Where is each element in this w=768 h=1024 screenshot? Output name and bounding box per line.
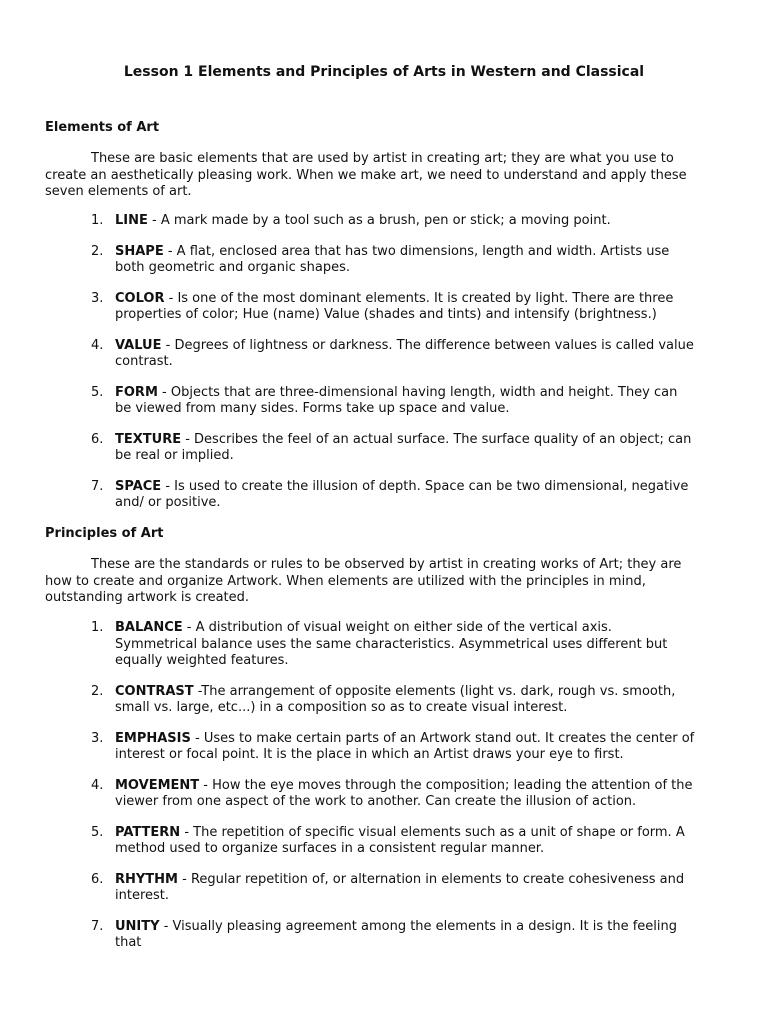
item-description: - Degrees of lightness or darkness. The difference between values is called value contrast. [115,337,694,369]
list-item [45,825,695,858]
principles-heading: Principles of Art [45,526,164,541]
item-number: 6. [91,871,104,887]
item-number: 4. [91,777,104,793]
item-term: EMPHASIS [115,730,191,746]
item-description: - Is used to create the illusion of depth. Space can be two dimensional, negative and/ or positive. [115,478,689,510]
item-term: PATTERN [115,824,181,840]
item-description: - A distribution of visual weight on either side of the vertical axis. Symmetrical balance uses the same characteristics. Asymmetrical uses different but equally weighted features. [115,620,668,668]
item-number: 3. [91,290,104,306]
item-term: SPACE [115,478,162,494]
item-description: - Describes the feel of an actual surface. The surface quality of an object; can be real or implied. [115,431,692,463]
list-item [45,919,695,952]
item-number: 2. [91,243,104,259]
principles-intro [45,557,695,607]
item-number: 6. [91,431,104,447]
list-item [45,291,695,324]
item-term: TEXTURE [115,431,182,447]
item-description: - Visually pleasing agreement among the elements in a design. It is the feeling that [115,918,677,950]
elements-list [45,213,695,526]
list-item [45,872,695,905]
item-description: - Regular repetition of, or alternation in elements to create cohesiveness and interest. [115,871,685,903]
elements-intro [45,151,695,201]
item-term: UNITY [115,918,160,934]
item-description: - A mark made by a tool such as a brush, pen or stick; a moving point. [147,213,611,228]
item-term: MOVEMENT [115,777,200,793]
item-term: RHYTHM [115,871,178,887]
item-description: - The repetition of specific visual elements such as a unit of shape or form. A method used to organize surfaces in a consistent regular manner. [115,824,685,856]
list-item [45,620,695,670]
item-term: BALANCE [115,620,183,635]
item-term: CONTRAST [115,683,194,699]
item-description: - Uses to make certain parts of an Artwork stand out. It creates the center of interest or focal point. It is the place in which an Artist draws your eye to first. [115,730,695,762]
item-term: SHAPE [115,243,164,259]
item-description: - Objects that are three-dimensional having length, width and height. They can be viewed from many sides. Forms take up space and value. [115,384,678,416]
list-item [45,432,695,465]
item-number: 3. [91,730,104,746]
list-item [45,213,695,230]
item-term: COLOR [115,290,165,306]
item-number: 1. [91,620,104,635]
list-item [45,479,695,512]
list-item [45,684,695,717]
principles-list [45,620,695,966]
item-description: - A flat, enclosed area that has two dimensions, length and width. Artists use both geometric and organic shapes. [115,243,670,275]
list-item [45,385,695,418]
principles-intro-text: These are the standards or rules to be observed by artist in creating works of Art; they are how to create and organize Artwork. When elements are utilized with the principles in mind, outstanding artwork is created. [45,557,682,605]
item-description: - Is one of the most dominant elements. It is created by light. There are three properties of color; Hue (name) Value (shades and tints) and intensify (brightness.) [115,290,674,322]
item-term: VALUE [115,337,162,353]
elements-intro-text: These are basic elements that are used by artist in creating art; they are what you use to create an aesthetically pleasing work. When we make art, we need to understand and apply these seven elements of art. [45,151,687,199]
list-item [45,338,695,371]
item-number: 5. [91,384,104,400]
item-term: LINE [115,213,148,228]
item-number: 5. [91,824,104,840]
item-number: 2. [91,683,104,699]
list-item [45,731,695,764]
item-number: 7. [91,478,104,494]
item-description: -The arrangement of opposite elements (light vs. dark, rough vs. smooth, small vs. large, etc...) in a composition so as to create visual interest. [115,683,676,715]
elements-heading: Elements of Art [45,120,160,135]
item-number: 4. [91,337,104,353]
item-description: - How the eye moves through the composition; leading the attention of the viewer from one aspect of the work to another. Can create the illusion of action. [115,777,693,809]
page-title: Lesson 1 Elements and Principles of Arts in Western and Classical [123,64,645,80]
list-item [45,244,695,277]
list-item [45,778,695,811]
item-number: 7. [91,918,104,934]
item-term: FORM [115,384,158,400]
item-number: 1. [91,213,104,228]
